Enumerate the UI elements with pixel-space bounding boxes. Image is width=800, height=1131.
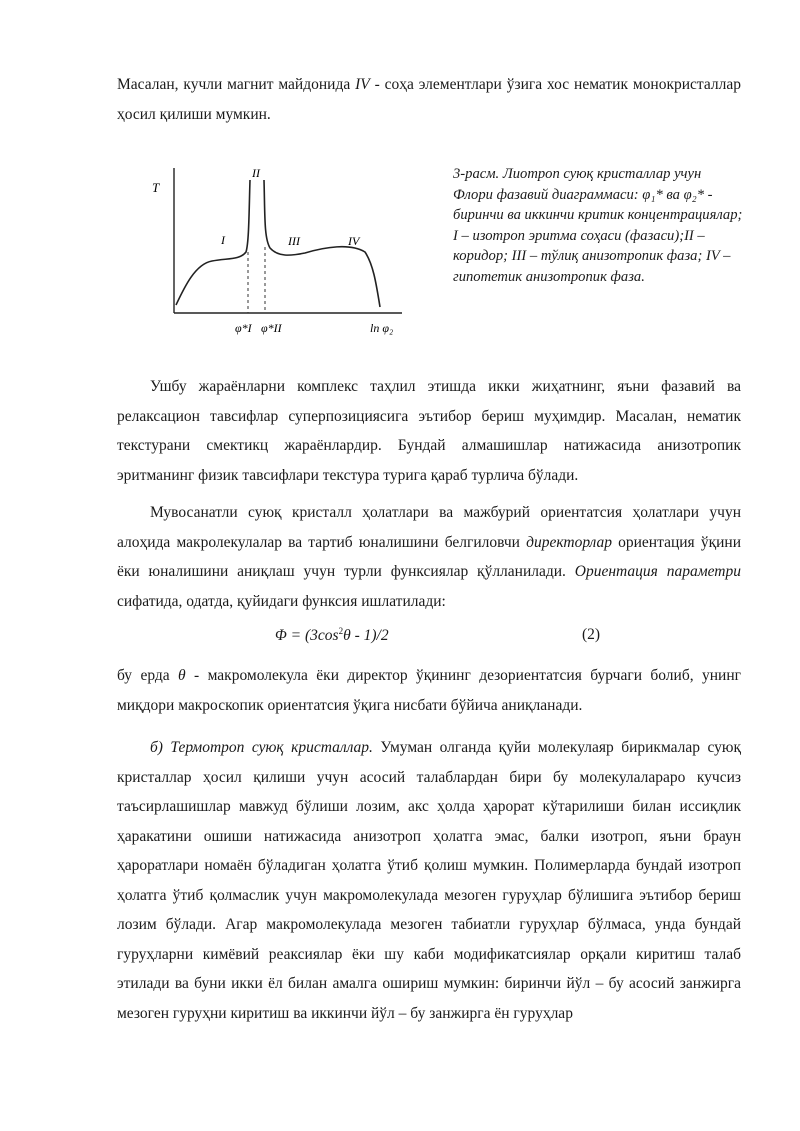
paragraph-intro-text-2: - соҳа элементлари ўзига хос нематик монокристаллар ҳосил қилиши мумкин. [117,76,741,123]
region-label-iv: IV [348,234,360,248]
paragraph-3-text-2: ориентация ўқини ёки юналишини аниқлаш учун турли функсиялар қўлланилади. [117,533,741,580]
binodal-right-curve [264,180,380,307]
theta-symbol: θ [178,667,186,684]
orientation-formula [275,626,389,645]
paragraph-4-text-1: бу ерда [117,667,179,684]
region-iv-mark: IV [355,76,370,93]
y-axis-label: T [152,180,160,195]
paragraph-5-text: Умуман олганда қуйи молекулаяр бирикмалар суюқ кристаллар ҳосил қилиши учун асосий талаблардан бири бу молекулалараро кучсиз таъсирлашишлар мавжуд бўлиши лозим, акс ҳолда ҳарорат кўтарилиши билан иссиқлик ҳаракатини ошиши натижасида анизотроп ҳолатга эмас, балки изотроп, яъни браун ҳароратлари номаён бўладиган ҳолатга ўтиб қолиш мумкин. Полимерларда бундай изотроп ҳолатга ўтиб қолмаслик учун макромолекулада мезоген гуруҳлар бўлишига эътибор бериш лозим бўлади. Агар макромолекулада мезоген табиатли гуруҳлар бўлмаса, унда бундай гуруҳларни кимёвий реаксиялар ёки шу каби модификатсиялар орқали киритиш талаб этилади ва буни икки ёл билан амалга ошириш мумкин: биринчи йўл – бу асосий занжирга мезоген гуруҳни киритиш ва иккинчи йўл – бу занжирга ён гуруҳлар [117,739,741,1022]
binodal-left-curve [176,180,250,305]
phase-diagram-figure [140,160,420,345]
paragraph-4 [117,661,741,720]
figure-caption: 3-расм. Лиотроп суюқ кристаллар учун Флори фазавий диаграммаси: φ₁* ва φ₂* - биринчи ва иккинчи критик концентрациялар; I – изотроп эритма соҳаси (фазаси);II – коридор; III – тўлиқ анизотропик фаза; IV – гипотетик анизотропик фаза. [453,166,743,285]
equation-number: (2) [582,626,601,643]
formula-part-1: Φ = (3cos [275,627,339,644]
critical-conc-2-label: φ*II [261,321,282,335]
region-label-i: I [221,233,225,247]
paragraph-intro-text-1: Масалан, кучли магнит майдонида [117,76,356,93]
region-label-ii: II [252,166,260,180]
paragraph-3 [117,498,741,616]
term-orientation-parameter: Ориентация параметри [574,563,741,580]
region-label-iii: III [288,234,300,248]
paragraph-3-text-1: Мувосанатли суюқ кристалл ҳолатлари ва мажбурий ориентатсия ҳолатлари учун алоҳида макролекулалар ва тартиб юналишини белгиловчи [117,504,741,551]
paragraph-3-text-3: сифатида, одатда, қуйидаги функсия ишлатилади: [117,592,446,610]
formula-exponent: 2 [338,626,344,636]
critical-conc-1-label: φ*I [235,321,252,335]
phase-diagram-svg [140,160,420,345]
paragraph-intro [117,70,741,129]
section-heading-thermotropic: б) Термотроп суюқ кристаллар. [150,739,373,756]
x-axis-label: ln φ₂ [370,321,394,335]
paragraph-5 [117,733,741,1028]
term-directors: директорлар [526,533,612,551]
paragraph-4-text-2: - макромолекула ёки директор ўқининг дезориентатсия бурчаги болиб, унинг миқдори макроскопик ориентатсия ўқига нисбати бўйича аниқланади. [117,667,741,714]
paragraph-2: Ушбу жараёнларни комплекс таҳлил этишда икки жиҳатнинг, яъни фазавий ва релаксацион тавсифлар суперпозициясига эътибор бериш муҳимдир. Масалан, нематик текстурани смектикц жараёнлардир. Бундай алмашишлар натижасида анизотропик эритманинг физик тавсифлари текстура турига қараб турлича бўлади. [117,378,741,484]
formula-part-2: θ - 1)/2 [343,627,389,644]
